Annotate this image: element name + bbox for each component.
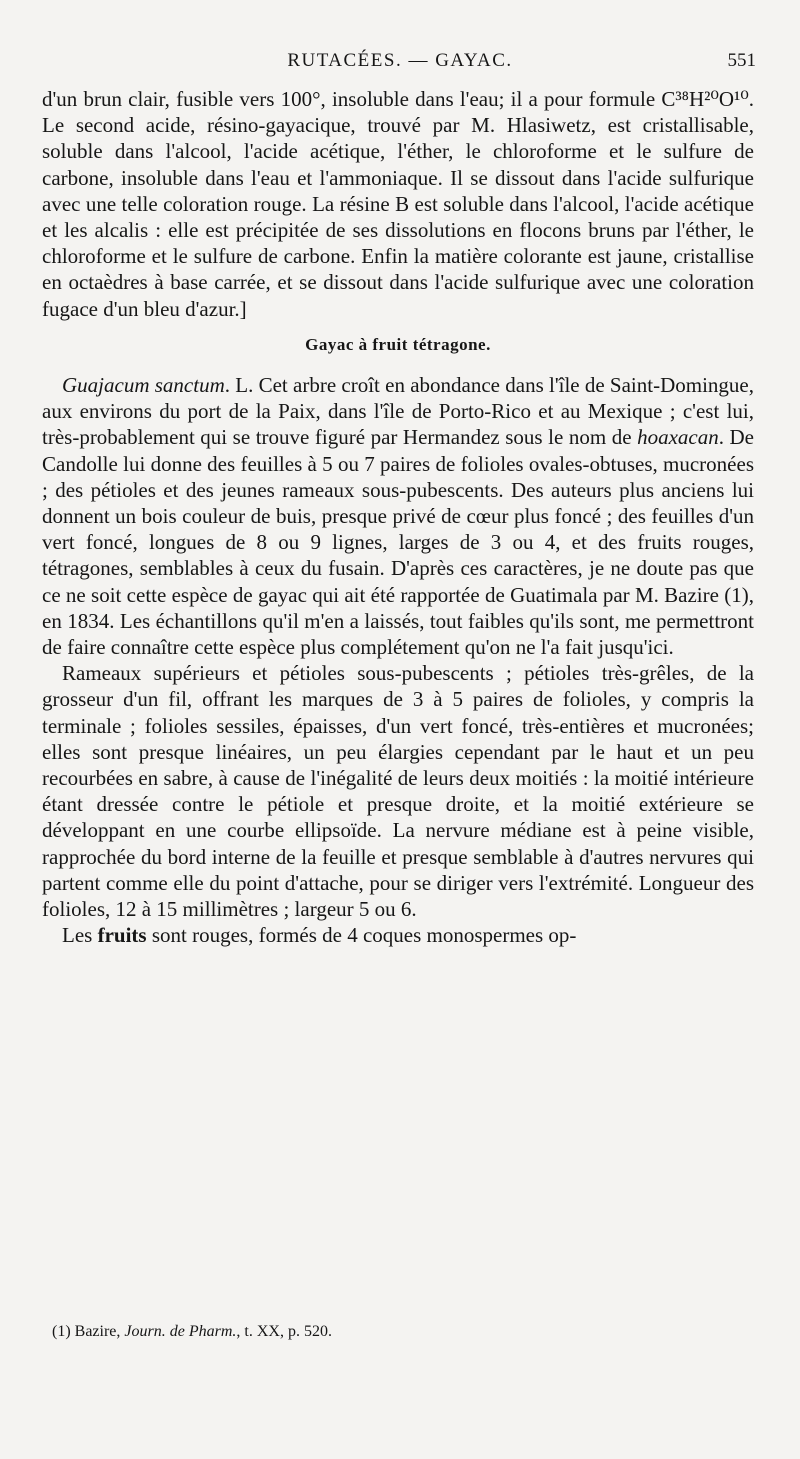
- local-name: hoaxacan: [637, 425, 719, 450]
- footnote-journal: Journ. de Pharm.: [124, 1323, 237, 1340]
- species-name: Guajacum sanctum: [62, 373, 225, 398]
- description-paragraph: Rameaux supérieurs et pétioles sous-pubescents ; pétioles très-grêles, de la grosseur d'un fil, offrant les marques de 3 à 5 paires de folioles, y compris la terminale ; folioles sessiles, épaisses, d'un vert foncé, très-entières et mucronées; elles sont presque linéaires, un peu élargies cependant par le haut et un peu recourbées en sabre, à cause de l'inégalité de leurs deux moitiés : la moitié intérieure étant dressée contre le pétiole et presque droite, et la moitié extérieure se développant en une courbe ellipsoïde. La nervure médiane est à peine visible, rapprochée du bord interne de la feuille et presque semblable à d'autres nervures qui partent comme elle du point d'attache, pour se diriger vers l'extrémité. Longueur des folioles, 12 à 15 millimètres ; largeur 5 ou 6.: [42, 661, 754, 922]
- fruits-bold-word: fruits: [97, 923, 147, 948]
- footnote: [52, 1322, 752, 1342]
- body-text: [42, 86, 754, 949]
- page-header: [0, 50, 800, 80]
- species-paragraph: [42, 372, 754, 660]
- fruits-text-1: Les: [62, 923, 98, 948]
- running-head: RUTACÉES. — GAYAC.: [287, 50, 513, 71]
- species-text-1: . L. Cet arbre croît en abondance dans l'île de Saint-Domingue, aux environs du port de la Paix, dans l'île de Porto-Rico et au Mexique ; c'est lui, très-probablement qui se trouve figuré par Hermandez sous le nom de: [42, 373, 755, 450]
- species-text-2: . De Candolle lui donne des feuilles à 5 ou 7 paires de folioles ovales-obtuses, mucronées ; des pétioles et des jeunes rameaux sous-pubescents. Des auteurs plus anciens lui donnent un bois couleur de buis, presque privé de cœur plus foncé ; des feuilles d'un vert foncé, longues de 8 ou 9 lignes, larges de 3 ou 4, et des fruits rouges, tétragones, semblables à ceux du fusain. D'après ces caractères, je ne doute pas que ce ne soit cette espèce de gayac qui ait été rapportée de Guatimala par M. Bazire (1), en 1834. Les échantillons qu'il m'en a laissés, tout faibles qu'ils sont, me permettront de faire connaître cette espèce plus complétement qu'on ne l'a fait jusqu'ici.: [42, 425, 754, 660]
- page-number: 551: [727, 50, 756, 71]
- fruits-paragraph: [42, 922, 754, 948]
- footnote-text-1: (1) Bazire,: [52, 1323, 125, 1340]
- continuation-paragraph: d'un brun clair, fusible vers 100°, insoluble dans l'eau; il a pour formule C³⁸H²⁰O¹⁰. Le second acide, résino-gayacique, trouvé par M. Hlasiwetz, est cristallisable, soluble dans l'alcool, l'acide acétique, l'éther, le chloroforme et le sulfure de carbone, insoluble dans l'eau et l'ammoniaque. Il se dissout dans l'acide sulfurique avec une telle coloration rouge. La résine B est soluble dans l'alcool, l'acide acétique et les alcalis : elle est précipitée de ses dissolutions en flocons bruns par l'éther, le chloroforme et le sulfure de carbone. Enfin la matière colorante est jaune, cristallise en octaèdres à base carrée, et se dissout dans l'acide sulfurique avec une coloration fugace d'un bleu d'azur.]: [42, 87, 754, 321]
- section-title: Gayac à fruit tétragone.: [305, 334, 491, 354]
- fruits-text-2: sont rouges, formés de 4 coques monospermes op-: [146, 923, 577, 948]
- footnote-text-2: , t. XX, p. 520.: [236, 1323, 332, 1340]
